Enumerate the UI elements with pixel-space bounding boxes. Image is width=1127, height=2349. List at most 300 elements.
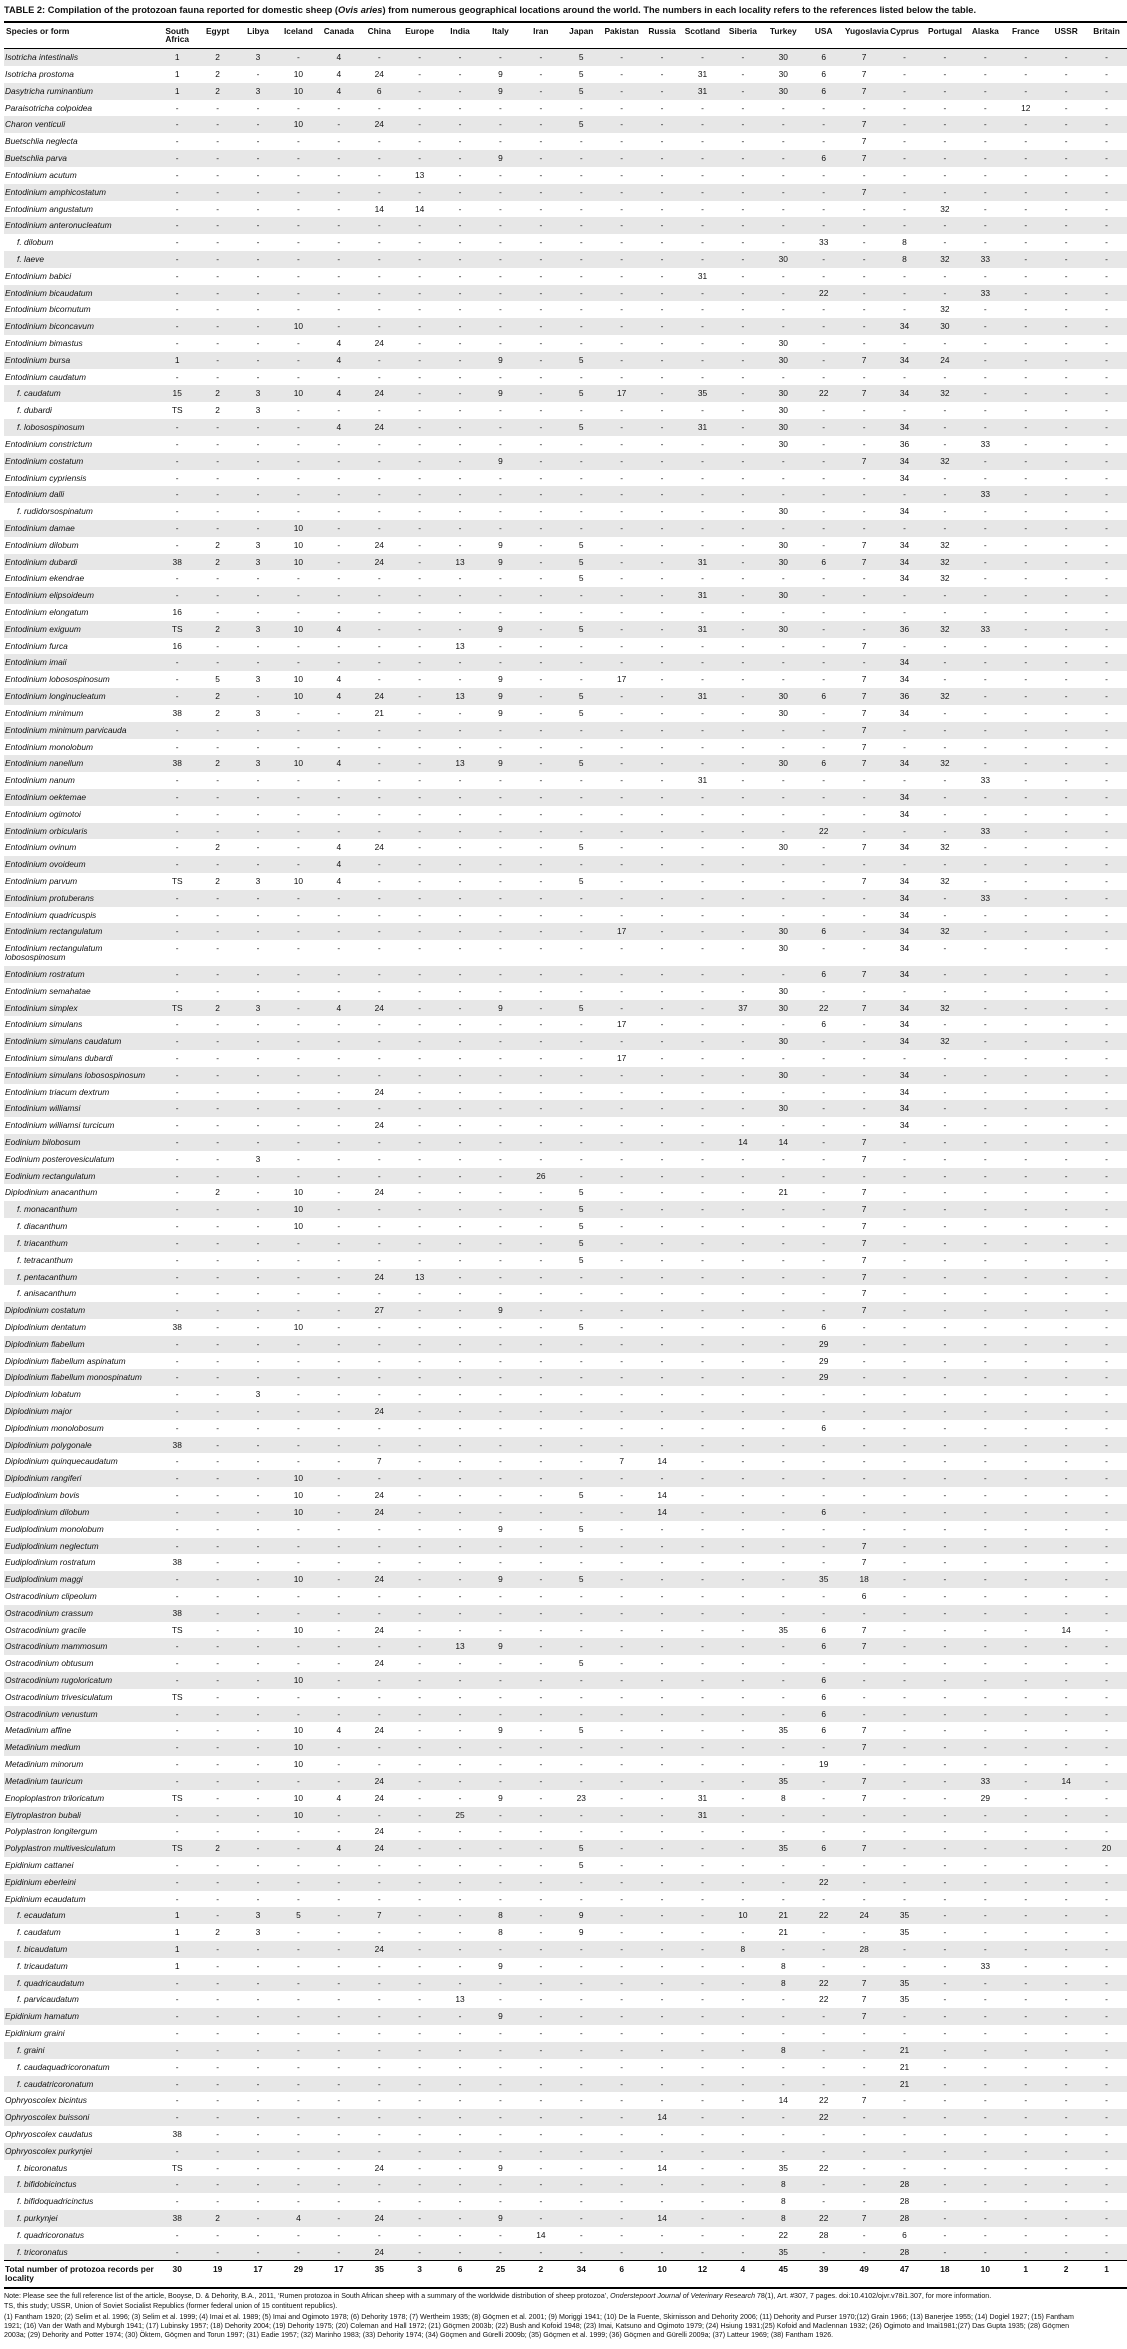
reference-cell: 34 — [899, 1019, 910, 1030]
reference-cell: - — [175, 2028, 179, 2039]
table-row — [4, 806, 1127, 823]
reference-cell: - — [418, 69, 422, 80]
reference-cell: 6 — [821, 85, 827, 96]
reference-cell: - — [781, 1338, 785, 1349]
species-name: Entodinium monolobum — [5, 741, 93, 752]
reference-cell: - — [701, 119, 704, 130]
species-name: Entodinium elongatum — [5, 607, 89, 618]
reference-cell: - — [337, 371, 341, 382]
reference-cell: - — [297, 169, 300, 180]
reference-cell: 22 — [819, 1876, 829, 1887]
reference-cell: - — [620, 590, 624, 601]
reference-cell: - — [1064, 354, 1068, 365]
reference-cell: - — [701, 136, 704, 147]
reference-cell: - — [579, 657, 583, 668]
reference-cell: - — [983, 1036, 987, 1047]
reference-cell: 5 — [578, 1574, 584, 1585]
reference-cell: - — [297, 2044, 300, 2055]
reference-cell: - — [781, 1254, 785, 1265]
reference-cell: - — [539, 573, 543, 584]
reference-cell: - — [903, 1305, 906, 1316]
reference-cell: - — [983, 1675, 987, 1686]
reference-cell: - — [499, 2028, 502, 2039]
reference-cell: - — [822, 506, 826, 517]
table-title-post: ) from numerous geographical locations around the world. The numbers in each locality refers to the references listed below the table. — [382, 5, 977, 15]
reference-cell: - — [1024, 724, 1028, 735]
reference-cell: - — [903, 102, 906, 113]
reference-cell: - — [1105, 1355, 1108, 1366]
reference-cell: - — [660, 102, 664, 113]
reference-cell: - — [620, 691, 624, 702]
reference-cell: - — [297, 859, 300, 870]
reference-cell: - — [903, 1775, 906, 1786]
reference-cell: - — [660, 2061, 664, 2072]
reference-cell: - — [660, 674, 664, 685]
reference-cell: - — [1105, 304, 1108, 315]
reference-cell: - — [701, 707, 704, 718]
reference-cell: - — [943, 371, 947, 382]
reference-cell: 33 — [980, 287, 990, 298]
reference-cell: - — [943, 1086, 947, 1097]
reference-cell: - — [822, 1927, 826, 1938]
reference-cell: - — [741, 1321, 745, 1332]
reference-cell: - — [781, 1893, 785, 1904]
reference-cell: - — [1064, 1876, 1068, 1887]
reference-cell: - — [741, 1237, 745, 1248]
species-name: Diplodinium major — [5, 1406, 73, 1417]
reference-cell: - — [418, 539, 422, 550]
reference-cell: - — [175, 422, 179, 433]
reference-cell: - — [256, 1237, 260, 1248]
table-row — [4, 688, 1127, 705]
reference-cell: - — [458, 1624, 462, 1635]
reference-cell: 30 — [778, 506, 788, 517]
reference-cell: - — [1105, 556, 1108, 567]
reference-cell: - — [256, 775, 260, 786]
reference-cell: - — [539, 775, 543, 786]
reference-cell: - — [862, 1658, 866, 1669]
reference-cell: - — [1064, 758, 1068, 769]
table-row — [4, 1521, 1127, 1538]
reference-cell: - — [781, 522, 785, 533]
reference-cell: - — [1024, 1103, 1028, 1114]
reference-cell: - — [741, 1439, 745, 1450]
reference-cell: - — [903, 724, 906, 735]
reference-cell: - — [660, 455, 664, 466]
reference-cell: 21 — [899, 2061, 910, 2072]
reference-cell: - — [418, 455, 422, 466]
reference-cell: - — [539, 943, 543, 954]
reference-cell: - — [377, 287, 381, 298]
reference-cell: - — [297, 1557, 300, 1568]
reference-cell: 34 — [899, 876, 910, 887]
column-header-russia: Russia — [642, 22, 682, 49]
reference-cell: 3 — [255, 758, 261, 769]
reference-cell: - — [539, 2128, 543, 2139]
reference-cell: - — [377, 876, 381, 887]
reference-cell: - — [1064, 1742, 1068, 1753]
reference-cell: 7 — [861, 388, 867, 399]
reference-cell: - — [458, 2162, 462, 2173]
reference-cell: - — [1024, 985, 1028, 996]
reference-cell: - — [216, 1019, 219, 1030]
reference-cell: - — [256, 1439, 260, 1450]
reference-cell: - — [943, 1204, 947, 1215]
reference-cell: - — [256, 1170, 260, 1181]
reference-cell: - — [660, 1153, 664, 1164]
reference-cell: - — [660, 270, 664, 281]
reference-cell: - — [337, 590, 341, 601]
reference-cell: - — [539, 2028, 543, 2039]
reference-cell: - — [579, 741, 583, 752]
reference-cell: - — [337, 926, 341, 937]
reference-cell: - — [418, 1372, 422, 1383]
reference-cell: - — [862, 1826, 866, 1837]
reference-cell: - — [983, 1271, 987, 1282]
reference-cell: - — [256, 1708, 260, 1719]
reference-cell: - — [983, 1187, 987, 1198]
reference-cell: - — [741, 1389, 745, 1400]
reference-cell: - — [175, 2044, 179, 2055]
reference-cell: - — [175, 2011, 179, 2022]
reference-cell: - — [377, 1809, 381, 1820]
reference-cell: - — [175, 1406, 179, 1417]
reference-cell: - — [701, 791, 704, 802]
reference-cell: - — [943, 1069, 947, 1080]
reference-cell: - — [741, 388, 745, 399]
reference-cell: - — [660, 1742, 664, 1753]
reference-cell: - — [539, 1675, 543, 1686]
reference-cell: - — [216, 1859, 219, 1870]
reference-cell: - — [1024, 1002, 1028, 1013]
reference-cell: 2 — [215, 69, 220, 80]
reference-cell: - — [701, 808, 704, 819]
table-row — [4, 1100, 1127, 1117]
reference-cell: - — [660, 153, 664, 164]
reference-cell: - — [660, 943, 664, 954]
reference-cell: - — [256, 607, 260, 618]
reference-cell: - — [1105, 338, 1108, 349]
reference-cell: - — [781, 1406, 785, 1417]
reference-cell: - — [660, 2095, 664, 2106]
reference-cell: - — [1064, 1355, 1068, 1366]
table-row — [4, 1991, 1127, 2008]
reference-cell: - — [1024, 1759, 1028, 1770]
reference-cell: - — [1064, 1254, 1068, 1265]
reference-cell: - — [499, 405, 502, 416]
reference-cell: - — [741, 741, 745, 752]
reference-cell: 34 — [899, 968, 910, 979]
table-row — [4, 1655, 1127, 1672]
reference-cell: 14 — [657, 2213, 667, 2224]
reference-cell: - — [903, 1422, 906, 1433]
table-body — [4, 49, 1127, 2288]
reference-cell: - — [660, 842, 664, 853]
table-row — [4, 1084, 1127, 1101]
reference-cell: - — [781, 1490, 785, 1501]
reference-cell: - — [175, 438, 179, 449]
reference-cell: - — [620, 2179, 624, 2190]
reference-cell: - — [175, 1641, 179, 1652]
reference-cell: - — [1064, 674, 1068, 685]
reference-cell: - — [256, 522, 260, 533]
reference-cell: - — [499, 270, 502, 281]
reference-cell: - — [499, 926, 502, 937]
reference-cell: - — [1105, 489, 1108, 500]
reference-cell: - — [337, 1658, 341, 1669]
reference-cell: - — [539, 506, 543, 517]
reference-cell: - — [175, 287, 179, 298]
reference-cell: - — [943, 1540, 947, 1551]
reference-cell: - — [741, 1775, 745, 1786]
reference-cell: - — [781, 1675, 785, 1686]
reference-cell: - — [620, 2246, 624, 2257]
reference-cell: - — [539, 1355, 543, 1366]
reference-cell: - — [822, 1153, 826, 1164]
reference-cell: - — [781, 136, 785, 147]
reference-cell: - — [1024, 2095, 1028, 2106]
reference-cell: - — [983, 968, 987, 979]
reference-cell: - — [741, 607, 745, 618]
reference-cell: - — [1024, 1876, 1028, 1887]
reference-cell: - — [539, 1927, 543, 1938]
reference-cell: - — [458, 1389, 462, 1400]
reference-cell: 33 — [980, 892, 990, 903]
reference-cell: - — [539, 1052, 543, 1063]
reference-cell: 32 — [940, 691, 950, 702]
reference-cell: - — [458, 1002, 462, 1013]
reference-cell: - — [983, 422, 987, 433]
reference-cell: - — [983, 1876, 987, 1887]
reference-cell: 24 — [374, 1944, 384, 1955]
reference-cell: - — [1064, 2011, 1068, 2022]
reference-cell: - — [458, 1590, 462, 1601]
reference-cell: - — [216, 1473, 219, 1484]
reference-cell: - — [499, 220, 502, 231]
reference-cell: - — [822, 102, 826, 113]
reference-cell: - — [175, 1069, 179, 1080]
reference-cell: 9 — [498, 1792, 503, 1803]
reference-cell: - — [903, 1759, 906, 1770]
reference-cell: - — [216, 1204, 219, 1215]
reference-cell: - — [256, 943, 260, 954]
reference-cell: - — [1064, 2061, 1068, 2072]
reference-cell: - — [1105, 2078, 1108, 2089]
reference-cell: - — [377, 1540, 381, 1551]
species-name: f. dubardi — [17, 405, 52, 416]
table-row — [4, 1487, 1127, 1504]
reference-cell: - — [1024, 220, 1028, 231]
reference-cell: - — [1024, 388, 1028, 399]
reference-cell: - — [337, 2229, 341, 2240]
reference-cell: - — [418, 775, 422, 786]
reference-cell: - — [256, 136, 260, 147]
reference-cell: - — [216, 573, 219, 584]
reference-cell: - — [660, 1271, 664, 1282]
reference-cell: - — [620, 1355, 624, 1366]
reference-cell: - — [175, 1052, 179, 1063]
reference-cell: - — [1064, 1086, 1068, 1097]
reference-cell: - — [539, 1422, 543, 1433]
reference-cell: - — [862, 169, 866, 180]
reference-cell: - — [741, 1019, 745, 1030]
reference-cell: - — [539, 825, 543, 836]
reference-cell: - — [337, 2061, 341, 2072]
species-name: Entodinium dalli — [5, 489, 65, 500]
reference-cell: - — [418, 472, 422, 483]
reference-cell: 13 — [455, 1994, 465, 2005]
reference-cell: 8 — [780, 2196, 786, 2207]
reference-cell: - — [297, 186, 300, 197]
reference-cell: - — [216, 741, 219, 752]
reference-cell: - — [175, 1473, 179, 1484]
species-name: Diplodinium lobatum — [5, 1389, 81, 1400]
reference-cell: 34 — [899, 943, 910, 954]
reference-cell: - — [862, 304, 866, 315]
reference-cell: 2 — [215, 556, 220, 567]
reference-cell: 16 — [172, 640, 182, 651]
reference-cell: - — [499, 2229, 502, 2240]
reference-cell: - — [377, 1523, 381, 1534]
reference-cell: - — [862, 1456, 866, 1467]
table-row — [4, 1403, 1127, 1420]
reference-cell: - — [499, 1759, 502, 1770]
species-name: f. graini — [17, 2044, 45, 2055]
reference-cell: - — [418, 1473, 422, 1484]
reference-cell: - — [499, 892, 502, 903]
reference-cell: - — [297, 102, 300, 113]
reference-cell: 28 — [899, 2246, 910, 2257]
species-name: Ophryoscolex caudatus — [5, 2128, 93, 2139]
species-name: f. caudatum — [17, 388, 61, 399]
reference-cell: - — [943, 1658, 947, 1669]
reference-cell: - — [903, 119, 906, 130]
species-name: Entodinium protuberans — [5, 892, 94, 903]
reference-cell: - — [458, 1019, 462, 1030]
reference-cell: - — [1105, 1490, 1108, 1501]
species-name: Epidinium eberleini — [5, 1876, 76, 1887]
reference-cell: 5 — [578, 69, 584, 80]
reference-cell: - — [620, 405, 624, 416]
reference-cell: - — [1105, 1691, 1108, 1702]
reference-cell: - — [377, 590, 381, 601]
reference-cell: - — [943, 1792, 947, 1803]
reference-cell: - — [337, 203, 341, 214]
reference-cell: - — [620, 1994, 624, 2005]
reference-cell: - — [337, 640, 341, 651]
reference-cell: - — [499, 1170, 502, 1181]
reference-cell: - — [862, 438, 866, 449]
reference-cell: - — [458, 1960, 462, 1971]
reference-cell: 6 — [821, 758, 827, 769]
reference-cell: - — [1064, 1960, 1068, 1971]
reference-cell: - — [539, 1809, 543, 1820]
reference-cell: 14 — [374, 203, 384, 214]
species-name: Entodinium orbicularis — [5, 825, 88, 836]
reference-cell: - — [579, 237, 583, 248]
species-name: Entodinium parvum — [5, 876, 78, 887]
reference-cell: - — [660, 1960, 664, 1971]
species-name: Eudiplodinium monolobum — [5, 1523, 104, 1534]
reference-cell: - — [539, 1338, 543, 1349]
reference-cell: 21 — [899, 2044, 910, 2055]
reference-cell: - — [1105, 169, 1108, 180]
reference-cell: 7 — [861, 876, 867, 887]
reference-cell: 24 — [374, 1120, 384, 1131]
species-name: f. rudidorsospinatum — [17, 506, 93, 517]
reference-cell: - — [1064, 1725, 1068, 1736]
reference-cell: - — [377, 573, 381, 584]
reference-cell: - — [1064, 1490, 1068, 1501]
reference-cell: - — [903, 1187, 906, 1198]
species-name: Entodinium dubardi — [5, 556, 78, 567]
reference-cell: - — [903, 1944, 906, 1955]
reference-cell: - — [620, 1927, 624, 1938]
reference-cell: 28 — [819, 2229, 829, 2240]
reference-cell: - — [539, 287, 543, 298]
reference-cell: - — [781, 1859, 785, 1870]
reference-cell: 30 — [778, 422, 788, 433]
table-row — [4, 503, 1127, 520]
reference-cell: - — [741, 1254, 745, 1265]
reference-cell: - — [418, 1859, 422, 1870]
reference-cell: - — [701, 1288, 704, 1299]
reference-cell: 30 — [778, 388, 788, 399]
reference-cell: - — [741, 1204, 745, 1215]
reference-cell: - — [458, 674, 462, 685]
reference-cell: 5 — [578, 1843, 584, 1854]
reference-cell: - — [216, 102, 219, 113]
reference-cell: - — [701, 1708, 704, 1719]
reference-cell: - — [1024, 968, 1028, 979]
reference-cell: - — [539, 2179, 543, 2190]
reference-cell: - — [781, 1641, 785, 1652]
reference-cell: - — [579, 590, 583, 601]
reference-cell: - — [822, 2196, 826, 2207]
reference-cell: - — [822, 186, 826, 197]
reference-cell: - — [337, 1153, 341, 1164]
reference-cell: - — [620, 1338, 624, 1349]
reference-cell: - — [458, 506, 462, 517]
reference-cell: - — [539, 354, 543, 365]
species-name: Diplodinium anacanthum — [5, 1187, 98, 1198]
reference-cell: - — [458, 825, 462, 836]
reference-cell: - — [701, 2179, 704, 2190]
reference-cell: - — [1105, 1574, 1108, 1585]
reference-cell: - — [903, 1792, 906, 1803]
reference-cell: - — [337, 1254, 341, 1265]
reference-cell: - — [418, 1120, 422, 1131]
reference-cell: - — [418, 1893, 422, 1904]
reference-cell: - — [216, 775, 219, 786]
reference-cell: - — [337, 724, 341, 735]
reference-cell: - — [418, 1456, 422, 1467]
reference-cell: - — [660, 1641, 664, 1652]
reference-cell: 3 — [255, 85, 261, 96]
reference-cell: - — [539, 1237, 543, 1248]
reference-cell: 5 — [578, 1321, 584, 1332]
reference-cell: - — [620, 1036, 624, 1047]
species-name: Epidinium cattanei — [5, 1859, 74, 1870]
reference-cell: - — [822, 842, 826, 853]
reference-cell: - — [216, 926, 219, 937]
reference-cell: - — [458, 741, 462, 752]
reference-cell: - — [781, 2061, 785, 2072]
reference-cell: - — [377, 1355, 381, 1366]
table-row — [4, 1016, 1127, 1033]
species-name: Entodinium imaii — [5, 657, 67, 668]
reference-cell: 35 — [778, 1624, 788, 1635]
